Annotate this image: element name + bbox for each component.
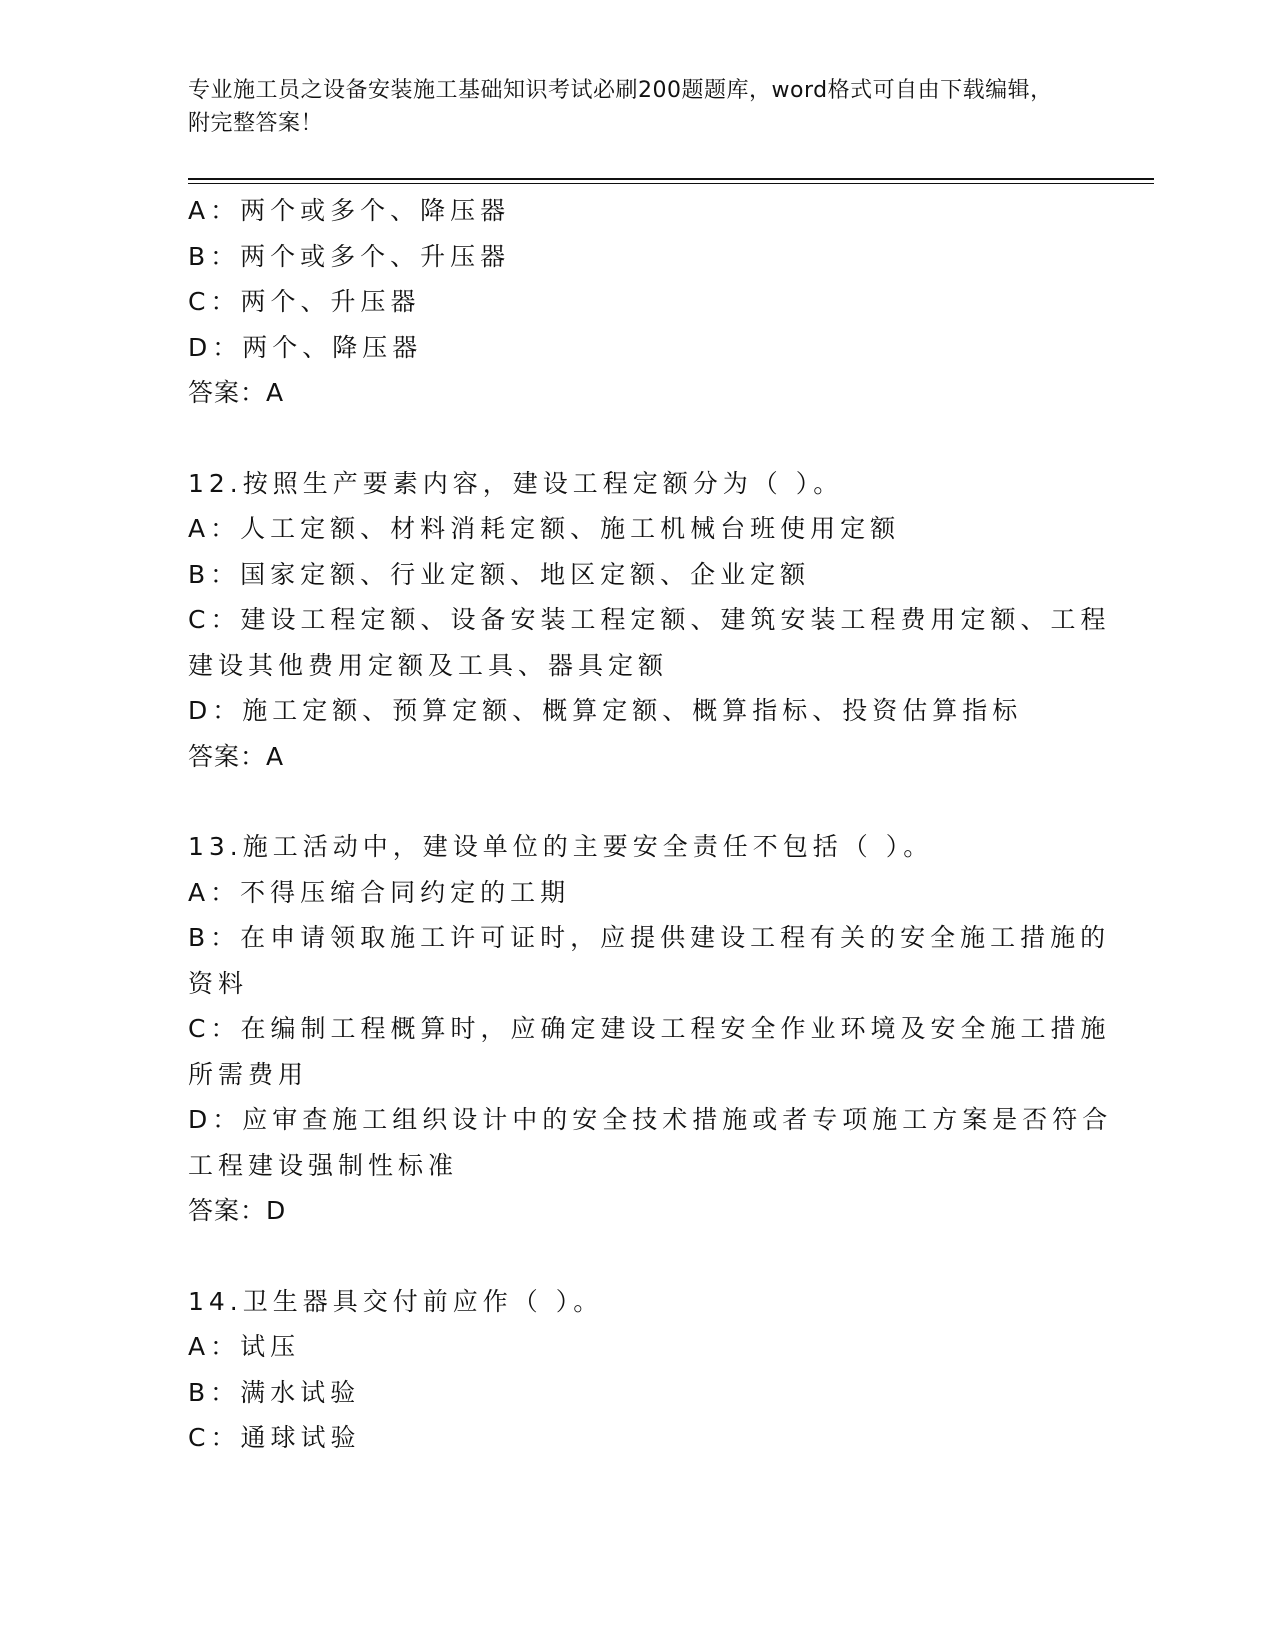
option-b-continued: 资料 bbox=[188, 968, 249, 998]
option-c-continued: 所需费用 bbox=[188, 1059, 309, 1089]
option-a: A：不得压缩合同约定的工期 bbox=[188, 877, 571, 907]
question-stem: 12.按照生产要素内容，建设工程定额分为（ ）。 bbox=[188, 468, 844, 498]
question-13 bbox=[188, 824, 1113, 1234]
option-a: A：人工定额、材料消耗定额、施工机械台班使用定额 bbox=[188, 514, 901, 543]
option-a: A：试压 bbox=[188, 1332, 301, 1361]
option-c: C：通球试验 bbox=[188, 1423, 361, 1452]
option-b: B：在申请领取施工许可证时，应提供建设工程有关的安全施工措施的 bbox=[188, 923, 1111, 952]
option-c-continued: 建设其他费用定额及工具、器具定额 bbox=[188, 650, 669, 680]
answer: 答案：D bbox=[188, 1196, 287, 1225]
header-divider-thick bbox=[188, 178, 1154, 180]
option-b: B：国家定额、行业定额、地区定额、企业定额 bbox=[188, 559, 811, 589]
page-header: 专业施工员之设备安装施工基础知识考试必刷200题题库，word格式可自由下载编辑，附完整答案！ bbox=[188, 78, 1053, 136]
option-d: D：施工定额、预算定额、概算定额、概算指标、投资估算指标 bbox=[188, 696, 1023, 725]
answer: 答案：A bbox=[188, 741, 285, 771]
option-a: A：两个或多个、降压器 bbox=[188, 196, 511, 225]
option-c: C：建设工程定额、设备安装工程定额、建筑安装工程费用定额、工程 bbox=[188, 605, 1111, 634]
question-12 bbox=[188, 461, 1111, 780]
option-b: B：满水试验 bbox=[188, 1377, 361, 1407]
spacer bbox=[188, 779, 1088, 824]
question-14 bbox=[188, 1279, 1088, 1461]
option-b: B：两个或多个、升压器 bbox=[188, 241, 511, 271]
question-11 bbox=[188, 188, 1088, 416]
option-d: D：应审查施工组织设计中的安全技术措施或者专项施工方案是否符合 bbox=[188, 1105, 1113, 1134]
option-d: D：两个、降压器 bbox=[188, 332, 423, 362]
option-c: C：两个、升压器 bbox=[188, 287, 421, 316]
spacer bbox=[188, 1234, 1088, 1279]
spacer bbox=[188, 416, 1088, 461]
question-stem: 13.施工活动中，建设单位的主要安全责任不包括（ ）。 bbox=[188, 832, 934, 861]
question-list bbox=[188, 188, 1113, 1461]
option-d-continued: 工程建设强制性标准 bbox=[188, 1150, 459, 1180]
question-stem: 14.卫生器具交付前应作（ ）。 bbox=[188, 1286, 604, 1316]
header-divider-thin bbox=[188, 183, 1154, 184]
answer: 答案：A bbox=[188, 378, 285, 407]
option-c: C：在编制工程概算时，应确定建设工程安全作业环境及安全施工措施 bbox=[188, 1014, 1111, 1043]
